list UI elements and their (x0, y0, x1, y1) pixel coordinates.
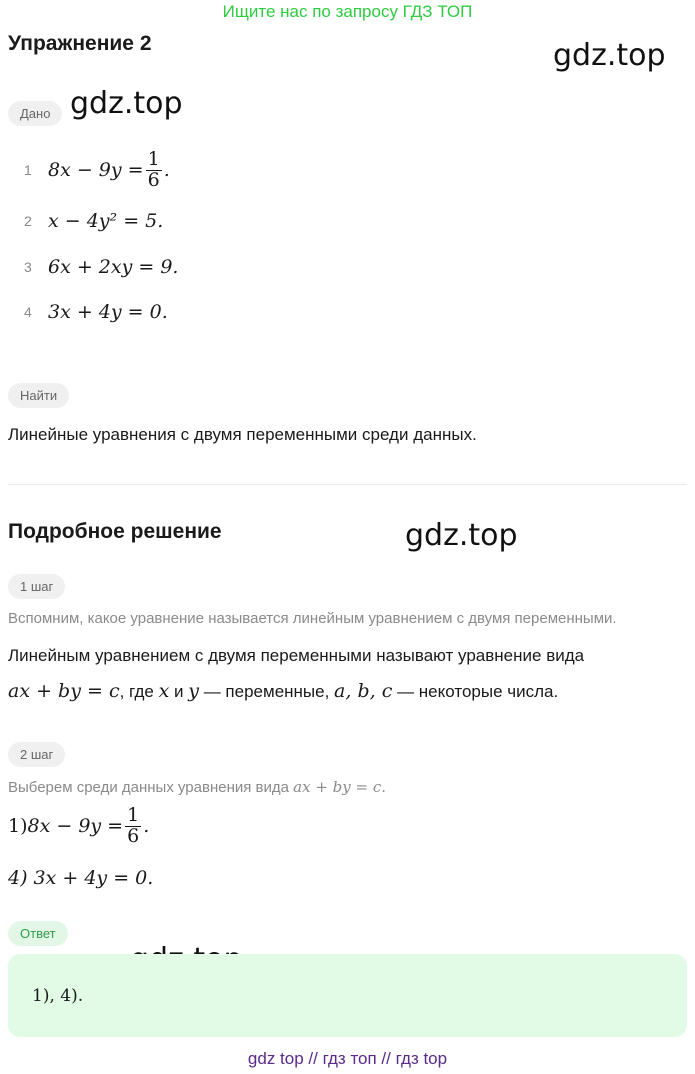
selected-equation: 4) 3x + 4y = 0. (8, 867, 154, 889)
step-hint-text: Выберем среди данных уравнения вида (8, 779, 294, 796)
given-expr: 3x + 4y = 0. (48, 301, 168, 323)
step-hint: Вспомним, какое уравнение называется линейным уравнением с двумя переменными. (8, 610, 617, 627)
definition-text-part: , где (119, 682, 159, 701)
step-hint (8, 778, 386, 796)
top-banner-link[interactable]: Ищите нас по запросу ГДЗ ТОП (222, 2, 473, 21)
find-text: Линейные уравнения с двумя переменными среди данных. (8, 425, 477, 444)
selected-equation (8, 806, 149, 847)
given-index: 2 (24, 213, 32, 229)
given-item (24, 301, 168, 323)
definition-text-part: — некоторые числа. (392, 682, 559, 701)
definition-text-part: — переменные, (198, 682, 335, 701)
find-chip: Найти (8, 383, 69, 408)
watermark: gdz.top (405, 518, 518, 553)
coefficients: a, b, c (334, 680, 393, 702)
fraction-denominator: 6 (127, 824, 140, 847)
given-item (24, 210, 163, 232)
page-title: Упражнение 2 (8, 32, 152, 55)
given-chip: Дано (8, 101, 62, 126)
solution-title: Подробное решение (8, 520, 222, 543)
definition-text-part: и (169, 682, 189, 701)
given-expr: 8x − 9y = (48, 159, 144, 182)
fraction-numerator: 1 (147, 148, 160, 170)
definition-text: Линейным уравнением с двумя переменными называют уравнение вида (8, 646, 585, 665)
fraction (146, 150, 162, 191)
selected-expr: 8x − 9y = (27, 815, 124, 838)
var-y: y (188, 680, 199, 702)
step-hint-math: ax + by = c. (293, 778, 387, 796)
answer-text: 1), 4). (32, 986, 84, 1006)
watermark: gdz.top (553, 38, 666, 73)
watermark: gdz.top (70, 86, 183, 121)
step-chip: 2 шаг (8, 742, 65, 767)
fraction-denominator: 6 (147, 168, 160, 191)
selected-expr-tail: . (143, 815, 150, 838)
given-expr: 6x + 2xy = 9. (48, 256, 179, 278)
selected-prefix: 1) (8, 815, 28, 838)
footer-links[interactable]: gdz top // гдз топ // гдз top (247, 1049, 448, 1068)
divider (8, 484, 687, 485)
given-expr-tail: . (163, 159, 170, 182)
definition-line (8, 680, 558, 702)
given-index: 1 (24, 162, 32, 179)
step-chip: 1 шаг (8, 574, 65, 599)
var-x: x (158, 680, 170, 702)
fraction (125, 806, 141, 847)
given-expr: x − 4y² = 5. (48, 210, 164, 232)
given-index: 4 (24, 304, 32, 320)
given-item (24, 256, 178, 278)
answer-box (8, 954, 687, 1037)
given-index: 3 (24, 259, 32, 275)
fraction-numerator: 1 (127, 804, 140, 826)
given-item (24, 150, 170, 191)
definition-math: ax + by = c (8, 680, 120, 702)
answer-chip: Ответ (8, 921, 68, 946)
